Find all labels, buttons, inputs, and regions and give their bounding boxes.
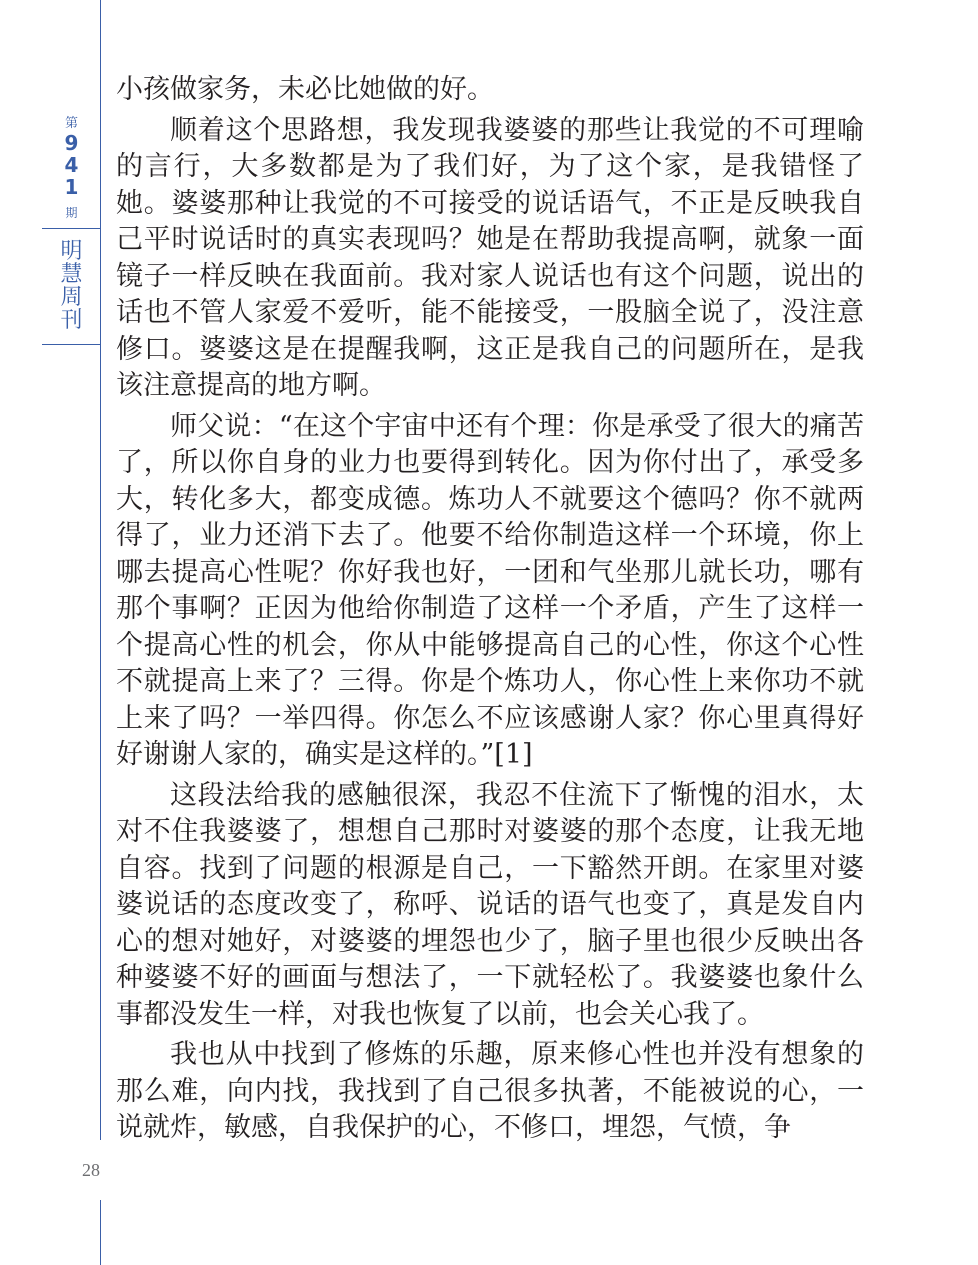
paragraph: 顺着这个思路想，我发现我婆婆的那些让我觉的不可理喻的言行，大多数都是为了我们好，为了这个家，是我错怪了她。婆婆那种让我觉的不可接受的说话语气，不正是反映我自己平时说话时的真实表现吗？她是在帮助我提高啊，就象一面镜子一样反映在我面前。我对家人说话也有这个问题，说出的话也不管人家爱不爱听，能不能接受，一股脑全说了，没注意修口。婆婆这是在提醒我啊，这正是我自己的问题所在，是我该注意提高的地方啊。	[116, 114, 864, 401]
issue-digit: 4	[64, 153, 79, 177]
magazine-char: 明	[60, 239, 83, 264]
issue-digit: 1	[64, 175, 79, 199]
issue-prefix: 第	[64, 116, 78, 131]
page-number: 28	[82, 1160, 100, 1180]
paragraph: 我也从中找到了修炼的乐趣，原来修心性也并没有想象的那么难，向内找，我找到了自己很多执著，不能被说的心，一说就炸，敏感，自我保护的心，不修口，埋怨，气愤，争	[116, 1039, 864, 1143]
issue-number	[42, 132, 101, 198]
paragraph: 这段法给我的感触很深，我忍不住流下了惭愧的泪水，太对不住我婆婆了，想想自己那时对婆婆的那个态度，让我无地自容。找到了问题的根源是自己，一下豁然开朗。在家里对婆婆说话的态度改变了，称呼、说话的语气也变了，真是发自内心的想对她好，对婆婆的埋怨也少了，脑子里也很少反映出各种婆婆不好的画面与想法了，一下就轻松了。我婆婆也象什么事都没发生一样，对我也恢复了以前，也会关心我了。	[116, 779, 864, 1030]
magazine-char: 周	[60, 285, 83, 310]
magazine-name-box	[42, 232, 101, 345]
magazine-char: 刊	[60, 308, 83, 333]
article-body	[116, 72, 864, 1151]
paragraph: 师父说：“在这个宇宙中还有个理：你是承受了很大的痛苦了，所以你自身的业力也要得到转化。因为你付出了，承受多大，转化多大，都变成德。炼功人不就要这个德吗？你不就两得了，业力还消下去了。他要不给你制造这样一个环境，你上哪去提高心性呢？你好我也好，一团和气坐那儿就长功，哪有那个事啊？正因为他给你制造了这样一个矛盾，产生了这样一个提高心性的机会，你从中能够提高自己的心性，你这个心性不就提高上来了？三得。你是个炼功人，你心性上来你功不就上来了吗？一举四得。你怎么不应该感谢人家？你心里真得好好谢谢人家的，确实是这样的。”[1]	[116, 410, 864, 770]
paragraph: 小孩做家务，未必比她做的好。	[116, 74, 494, 105]
issue-digit: 9	[64, 131, 79, 155]
issue-label	[42, 108, 101, 229]
margin-rule-lower	[100, 1200, 101, 1265]
issue-suffix: 期	[65, 206, 78, 220]
magazine-name	[42, 240, 101, 332]
magazine-char: 慧	[60, 262, 83, 287]
